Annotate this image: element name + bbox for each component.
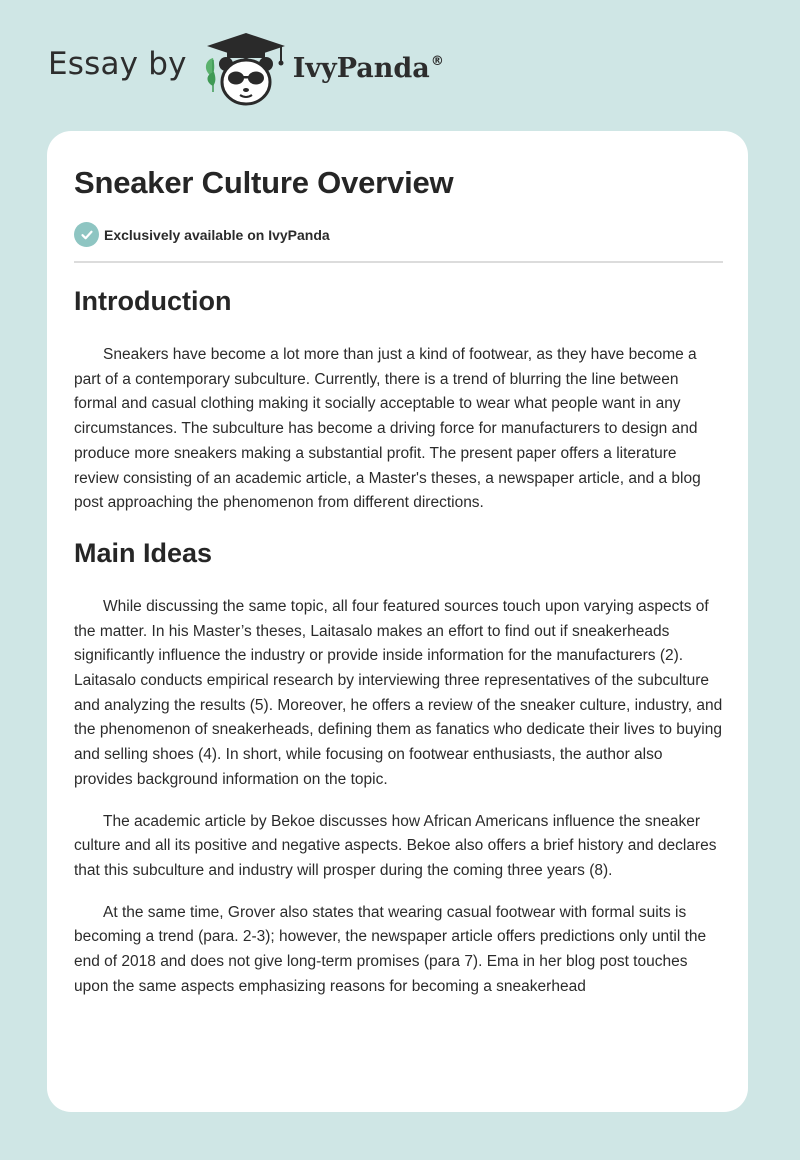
section-heading-main-ideas: Main Ideas (74, 537, 213, 568)
exclusive-label: Exclusively available on IvyPanda (104, 226, 330, 243)
site-header (48, 30, 444, 110)
section-heading-introduction: Introduction (74, 286, 232, 316)
essay-body (74, 281, 724, 1016)
paragraph: At the same time, Grover also states that wearing casual footwear with formal suits is becoming a trend (para. 2-3); however, the newspaper article offers predictions only until the end of 2018 and does not give long-term promises (para 7). Ema in her blog post touches upon the same aspects emphasizing reasons for becoming a sneakerhead (74, 903, 707, 995)
essay-card (47, 131, 748, 1112)
paragraph: The academic article by Bekoe discusses how African Americans influence the sneaker culture and all its positive and negative aspects. Bekoe also offers a brief history and declares that this subculture and industry will prosper during the coming three years (8). (74, 812, 717, 879)
panda-graduate-logo-icon[interactable] (201, 30, 291, 110)
paragraph: Sneakers have become a lot more than just a kind of footwear, as they have become a part of a contemporary subculture. Currently, there is a trend of blurring the line between formal and casual clothing making it socially acceptable to wear what people want in any circumstances. The subculture has become a driving force for manufacturers to design and produce more sneakers making a substantial profit. The present paper offers a literature review consisting of an academic article, a Master's theses, a newspaper article, and a blog post approaching the phenomenon from different directions. (74, 346, 701, 512)
brand-name[interactable]: IvyPanda® (292, 52, 444, 84)
divider (74, 261, 723, 263)
page-title: Sneaker Culture Overview (74, 165, 454, 200)
essay-by-label: Essay by (48, 46, 187, 82)
check-icon (74, 222, 99, 247)
paragraph: While discussing the same topic, all four featured sources touch upon varying aspects of the matter. In his Master’s theses, Laitasalo makes an effort to find out if sneakerheads significantly influence the industry or provide inside information for the manufacturers (2). Laitasalo conducts empirical research by interviewing three representatives of the subculture and analyzing the results (5). Moreover, he offers a review of the sneaker culture, industry, and the phenomenon of sneakerheads, defining them as fanatics who dedicate their lives to buying and selling shoes (4). In short, while focusing on footwear enthusiasts, the author also provides background information on the topic. (74, 597, 723, 788)
exclusive-badge (74, 222, 330, 247)
registered-mark: ® (430, 53, 444, 69)
